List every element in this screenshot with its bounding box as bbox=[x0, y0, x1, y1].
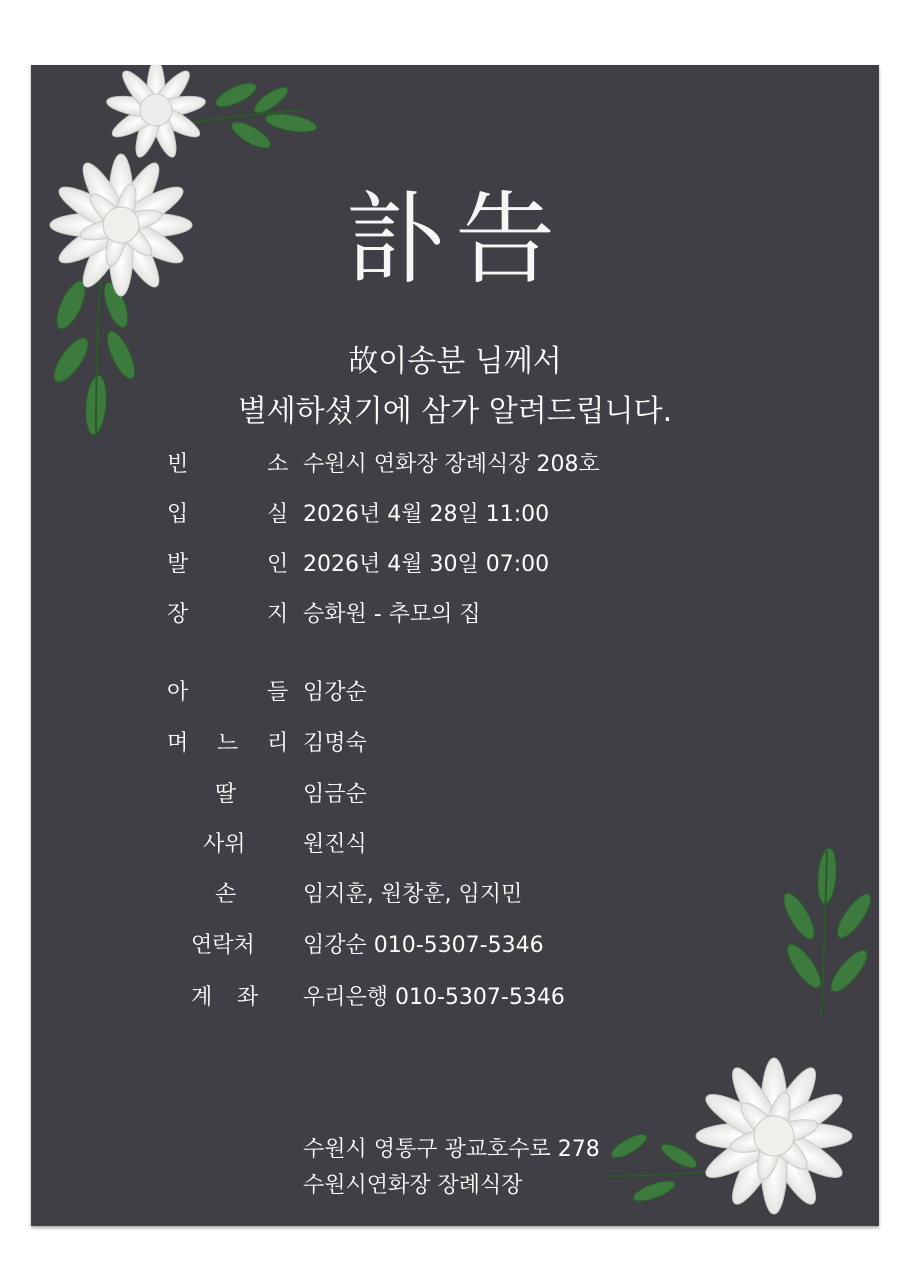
label-char: 인 bbox=[267, 552, 289, 577]
label-char: 지 bbox=[267, 602, 289, 627]
label-char: 계 bbox=[191, 985, 213, 1010]
label-char: 들 bbox=[267, 680, 289, 705]
label-char: 좌 bbox=[237, 985, 259, 1010]
footer-venue: 수원시연화장 장례식장 bbox=[303, 1173, 523, 1198]
ipsil-value: 2026년 4월 28일 11:00 bbox=[303, 502, 550, 527]
label-char: 리 bbox=[267, 731, 289, 756]
intro-line-1: 故이송분 님께서 bbox=[348, 344, 562, 379]
label-char: 장 bbox=[167, 602, 189, 627]
label-char: 빈 bbox=[167, 452, 189, 477]
son-in-law-value: 원진식 bbox=[303, 832, 367, 857]
balin-value: 2026년 4월 30일 07:00 bbox=[303, 552, 550, 577]
son-in-law-label: 사위 bbox=[203, 832, 246, 857]
footer bbox=[303, 1132, 600, 1204]
label-char: 입 bbox=[167, 502, 189, 527]
son-value: 임강순 bbox=[303, 680, 367, 705]
daughter-label: 딸 bbox=[215, 782, 237, 807]
intro-line-2: 별세하셨기에 삼가 알려드립니다. bbox=[237, 394, 673, 429]
daughter-in-law-value: 김명숙 bbox=[303, 731, 367, 756]
grandchildren-label: 손 bbox=[215, 882, 237, 907]
account-value: 우리은행 010-5307-5346 bbox=[303, 985, 565, 1010]
label-char: 소 bbox=[267, 452, 289, 477]
label-char: 발 bbox=[167, 552, 189, 577]
chrysanthemum-bottom-right-icon bbox=[599, 846, 879, 1226]
contact-label: 연락처 bbox=[191, 933, 255, 958]
label-char: 며 bbox=[167, 731, 189, 756]
label-char: 실 bbox=[267, 502, 289, 527]
binso-value: 수원시 연화장 장례식장 208호 bbox=[303, 452, 600, 477]
grandchildren-value: 임지훈, 원창훈, 임지민 bbox=[303, 882, 523, 907]
daughter-value: 임금순 bbox=[303, 782, 367, 807]
jangji-value: 승화원 - 추모의 집 bbox=[303, 602, 481, 627]
obituary-card bbox=[31, 65, 879, 1226]
obituary-title: 訃告 bbox=[345, 181, 565, 298]
label-char: 아 bbox=[167, 680, 189, 705]
footer-address: 수원시 영통구 광교호수로 278 bbox=[303, 1137, 600, 1162]
label-char: 느 bbox=[217, 731, 239, 756]
contact-value: 임강순 010-5307-5346 bbox=[303, 933, 544, 958]
